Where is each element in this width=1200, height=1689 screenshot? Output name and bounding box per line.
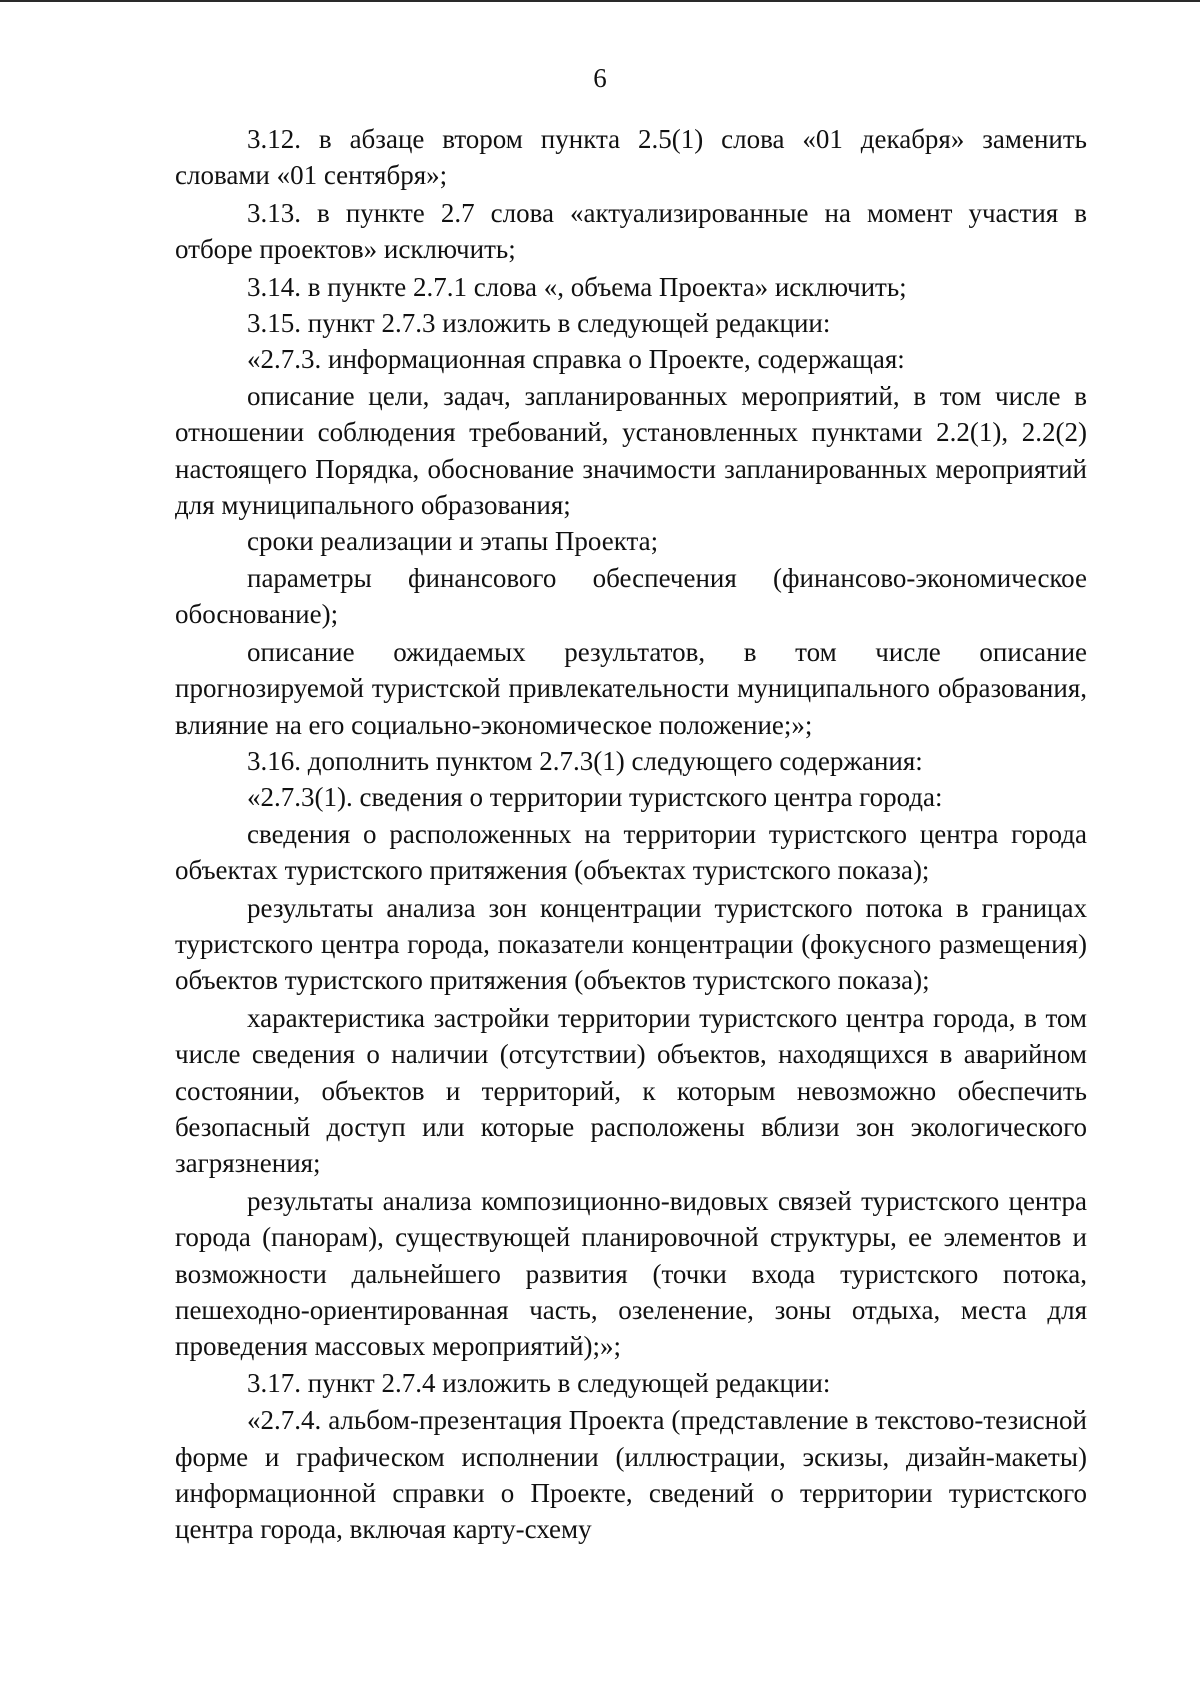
paragraph-3-17: 3.17. пункт 2.7.4 изложить в следующей редакции: [247,1367,831,1398]
paragraph-goal-description: описание цели, задач, запланированных мероприятий, в том числе в отношении соблюдения требований, установленных пунктами 2.2(1), 2.2(2) настоящего Порядка, обоснование значимости запланированных мероприятий для муниципального образования; [175,380,1087,521]
paragraph-3-16: 3.16. дополнить пунктом 2.7.3(1) следующего содержания: [247,745,923,776]
paragraph-attraction-objects: сведения о расположенных на территории туристского центра города объектах туристского притяжения (объектах туристского показа); [175,818,1087,886]
paragraph-development-characteristics: характеристика застройки территории туристского центра города, в том числе сведения о наличии (отсутствии) объектов, находящихся в аварийном состоянии, объектов и территорий, к которым невозможно обеспечить безопасный доступ или которые расположены вблизи зон экологического загрязнения; [175,1002,1087,1179]
paragraph-3-15: 3.15. пункт 2.7.3 изложить в следующей редакции: [247,308,831,339]
paragraph-expected-results: описание ожидаемых результатов, в том числе описание прогнозируемой туристской привлекательности муниципального образования, влияние на его социально-экономическое положение;»; [175,636,1087,740]
paragraph-3-13: 3.13. в пункте 2.7 слова «актуализированные на момент участия в отборе проектов» исключить; [175,197,1087,265]
paragraph-2-7-3-heading: «2.7.3. информационная справка о Проекте, содержащая: [247,344,905,375]
paragraph-compositional-analysis: результаты анализа композиционно-видовых связей туристского центра города (панорам), существующей планировочной структуры, ее элементов и возможности дальнейшего развития (точки входа туристского потока, пешеходно-ориентированная часть, озеленение, зоны отдыха, места для проведения массовых мероприятий);»; [175,1185,1087,1362]
paragraph-project-stages: сроки реализации и этапы Проекта; [247,526,659,557]
paragraph-2-7-4-album: «2.7.4. альбом-презентация Проекта (представление в текстово-тезисной форме и графическом исполнении (иллюстрации, эскизы, дизайн-макеты) информационной справки о Проекте, сведений о территории туристского центра города, включая карту-схему [175,1405,1087,1545]
paragraph-concentration-analysis: результаты анализа зон концентрации туристского потока в границах туристского центра города, показатели концентрации (фокусного размещения) объектов туристского притяжения (объектов туристского показа); [175,892,1087,996]
paragraph-2-7-3-1-heading: «2.7.3(1). сведения о территории туристского центра города: [247,782,943,813]
document-body [175,121,1087,1548]
paragraph-3-14: 3.14. в пункте 2.7.1 слова «, объема Проекта» исключить; [247,271,907,302]
paragraph-financial-parameters: параметры финансового обеспечения (финансово-экономическое обоснование); [175,562,1087,630]
page-top-edge [0,0,1200,2]
paragraph-3-12: 3.12. в абзаце втором пункта 2.5(1) слова «01 декабря» заменить словами «01 сентября»; [175,124,1087,191]
page-number: 6 [593,63,607,93]
